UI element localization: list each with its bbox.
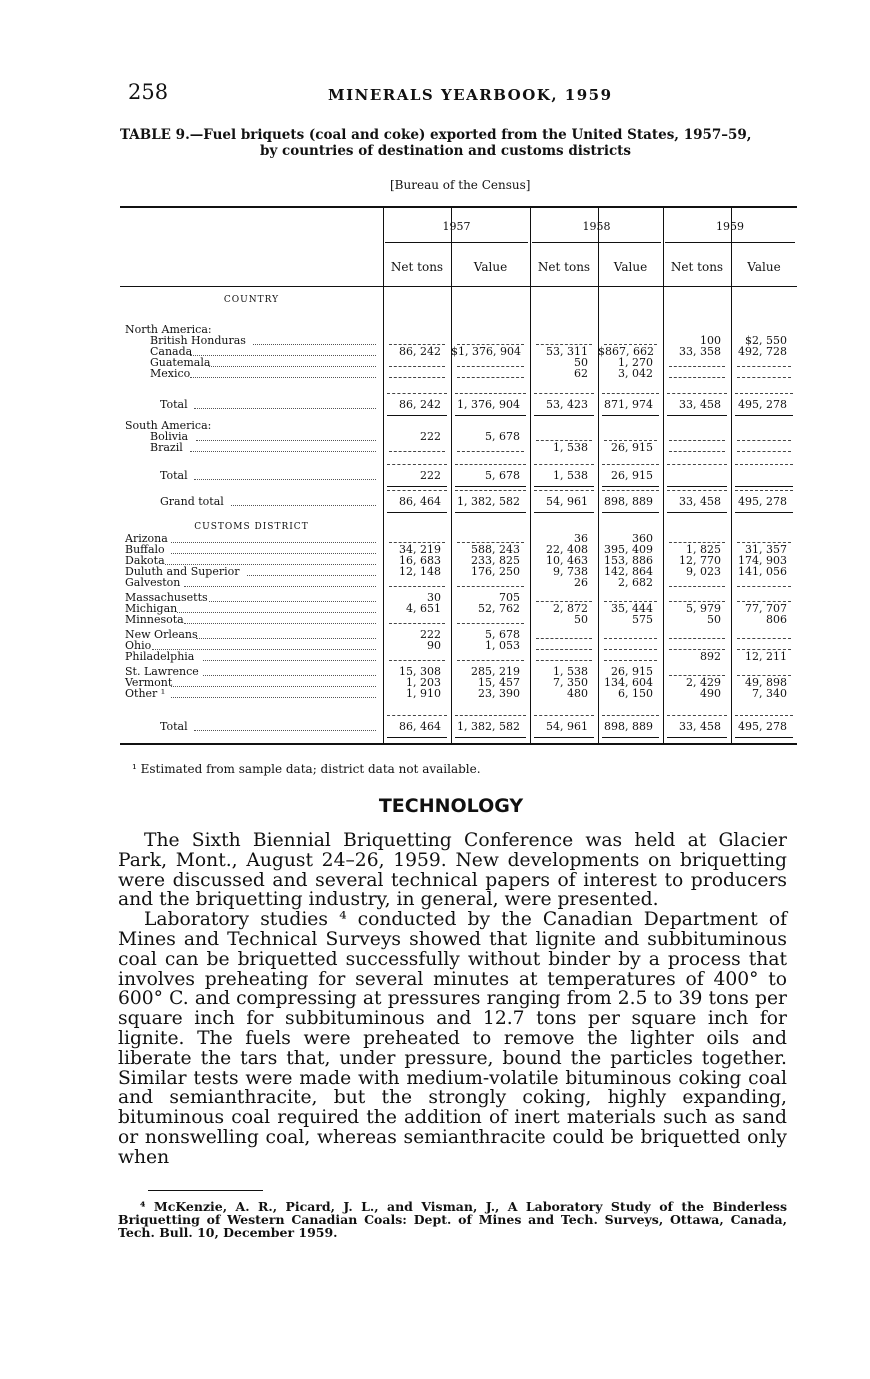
- empty-cell-dashes: [536, 638, 592, 639]
- empty-cell-dashes: [457, 623, 524, 624]
- paragraph: The Sixth Biennial Briquetting Conference was held at Glacier Park, Mont., August 24–26, 1959. New developments on briquetting were discussed and several technical papers of interest to producers and the briquetting industry, in general, were presented.: [118, 830, 787, 911]
- total-double-rule: [667, 512, 727, 513]
- row-label: Arizona: [125, 532, 168, 545]
- table-cell: 1, 538: [553, 441, 588, 454]
- empty-cell-dashes: [669, 638, 725, 639]
- subhead: Net tons: [670, 260, 724, 274]
- table-cell: 575: [632, 613, 653, 626]
- row-label: Total: [160, 469, 188, 482]
- table-cell: 1, 053: [485, 639, 520, 652]
- empty-cell-dashes: [457, 586, 524, 587]
- table-cell: 30: [427, 591, 441, 604]
- row-label: Massachusetts: [125, 591, 208, 604]
- table-cell: 1, 538: [553, 665, 588, 678]
- total-rule: [387, 464, 447, 465]
- paragraph: Laboratory studies ⁴ conducted by the Canadian Department of Mines and Technical Surveys showed that lignite and subbituminous coal can be briquetted successfully without binder by a process that involves preheating for several minutes at temperatures of 400° to 600° C. and compressing at pressures ranging from 2.5 to 39 tons per square inch for subbituminous and 12.7 tons per square inch for lignite. The fuels were preheated to remove the lighter oils and liberate the tars that, under pressure, bound the particles together. Similar tests were made with medium-volatile bituminous coking coal and semianthracite, but the strongly coking, highly expanding, bituminous coal required the addition of inert materials such as sand or nonswelling coal, whereas semianthracite could be briquetted only when: [118, 909, 787, 1168]
- table-cell: 5, 979: [686, 602, 721, 615]
- total-double-rule: [387, 486, 447, 487]
- row-label: Bolivia: [150, 430, 189, 443]
- table-cell: 10, 463: [546, 554, 588, 567]
- table-cell: 33, 458: [679, 398, 721, 411]
- dot-leader: [184, 623, 376, 624]
- total-double-rule: [534, 486, 594, 487]
- empty-cell-dashes: [389, 623, 445, 624]
- header-rule: [120, 286, 797, 287]
- table-cell: 360: [632, 532, 653, 545]
- column-rule: [663, 208, 664, 743]
- total-double-rule: [455, 512, 526, 513]
- total-double-rule: [735, 486, 793, 487]
- empty-cell-dashes: [737, 638, 791, 639]
- year-header: 1957: [442, 220, 471, 233]
- table-cell: 86, 242: [399, 398, 441, 411]
- table-cell: 31, 357: [745, 543, 787, 556]
- total-double-rule: [735, 737, 793, 738]
- table-cell: 49, 898: [745, 676, 787, 689]
- table-cell: 54, 961: [546, 720, 588, 733]
- table-cell: 395, 409: [604, 543, 653, 556]
- dot-leader: [231, 505, 376, 506]
- total-rule: [534, 490, 594, 491]
- table-title: [120, 127, 800, 159]
- row-label: Other ¹: [125, 687, 166, 700]
- table-cell: 1, 538: [553, 469, 588, 482]
- table-cell: 892: [700, 650, 721, 663]
- table-title-line-2: by countries of destination and customs districts: [260, 143, 632, 159]
- row-label: Dakota: [125, 554, 165, 567]
- table-cell: 35, 444: [611, 602, 653, 615]
- empty-cell-dashes: [737, 586, 791, 587]
- total-rule: [534, 715, 594, 716]
- table-cell: 5, 678: [485, 628, 520, 641]
- subhead: Net tons: [537, 260, 591, 274]
- dot-leader: [190, 355, 376, 356]
- table-cell: 50: [574, 356, 588, 369]
- table-cell: 5, 678: [485, 430, 520, 443]
- empty-cell-dashes: [669, 440, 725, 441]
- table-cell: 898, 889: [604, 720, 653, 733]
- dot-leader: [177, 612, 376, 613]
- table-cell: 33, 458: [679, 495, 721, 508]
- empty-cell-dashes: [737, 440, 791, 441]
- table-cell: 898, 889: [604, 495, 653, 508]
- empty-cell-dashes: [737, 451, 791, 452]
- table-cell: $2, 550: [745, 334, 787, 347]
- table-cell: 1, 382, 582: [457, 720, 520, 733]
- total-rule: [455, 464, 526, 465]
- table-cell: 233, 825: [471, 554, 520, 567]
- row-label: British Honduras: [150, 334, 246, 347]
- table-cell: 6, 150: [618, 687, 653, 700]
- table-cell: 222: [420, 469, 441, 482]
- total-double-rule: [735, 512, 793, 513]
- table-cell: 285, 219: [471, 665, 520, 678]
- empty-cell-dashes: [737, 366, 791, 367]
- dot-leader: [196, 440, 376, 441]
- total-rule: [387, 490, 447, 491]
- year-underline: [665, 242, 795, 243]
- total-rule: [667, 490, 727, 491]
- total-double-rule: [534, 737, 594, 738]
- dot-leader: [190, 451, 376, 452]
- dot-leader: [194, 408, 377, 409]
- table-cell: 12, 211: [745, 650, 787, 663]
- row-label: Michigan: [125, 602, 178, 615]
- table-cell: 34, 219: [399, 543, 441, 556]
- total-double-rule: [667, 486, 727, 487]
- table-cell: 53, 423: [546, 398, 588, 411]
- empty-cell-dashes: [536, 649, 592, 650]
- dot-leader: [171, 553, 376, 554]
- table-cell: 1, 203: [406, 676, 441, 689]
- table-cell: 86, 242: [399, 345, 441, 358]
- total-double-rule: [534, 512, 594, 513]
- year-header: 1959: [716, 220, 744, 233]
- table-title-line-1: TABLE 9.—Fuel briquets (coal and coke) exported from the United States, 1957–59,: [120, 127, 752, 143]
- empty-cell-dashes: [457, 377, 524, 378]
- dot-leader: [190, 377, 376, 378]
- table-cell: 2, 429: [686, 676, 721, 689]
- table-cell: 871, 974: [604, 398, 653, 411]
- total-rule: [534, 393, 594, 394]
- total-rule: [387, 393, 447, 394]
- row-label: New Orleans: [125, 628, 198, 641]
- total-double-rule: [667, 737, 727, 738]
- total-double-rule: [455, 486, 526, 487]
- footnote-rule: [148, 1190, 263, 1191]
- total-rule: [602, 464, 659, 465]
- dot-leader: [209, 366, 376, 367]
- empty-cell-dashes: [669, 451, 725, 452]
- empty-cell-dashes: [604, 649, 657, 650]
- section-heading: TECHNOLOGY: [378, 795, 524, 817]
- table-cell: 222: [420, 430, 441, 443]
- table-cell: 1, 382, 582: [457, 495, 520, 508]
- empty-cell-dashes: [737, 377, 791, 378]
- empty-cell-dashes: [389, 586, 445, 587]
- table-cell: 16, 683: [399, 554, 441, 567]
- table-cell: 15, 457: [478, 676, 520, 689]
- year-underline: [385, 242, 528, 243]
- table-cell: 50: [574, 613, 588, 626]
- subhead: Value: [747, 260, 781, 274]
- table-cell: 54, 961: [546, 495, 588, 508]
- table-cell: 7, 350: [553, 676, 588, 689]
- dot-leader: [247, 575, 376, 576]
- total-rule: [735, 715, 793, 716]
- table-cell: 2, 682: [618, 576, 653, 589]
- total-double-rule: [387, 512, 447, 513]
- total-rule: [667, 715, 727, 716]
- subhead: Net tons: [390, 260, 444, 274]
- table-cell: $867, 662: [598, 345, 654, 358]
- table-cell: 5, 678: [485, 469, 520, 482]
- table-cell: 588, 243: [471, 543, 520, 556]
- page-number: 258: [128, 80, 169, 104]
- row-label: Buffalo: [125, 543, 165, 556]
- row-label: South America:: [125, 419, 212, 432]
- total-rule: [455, 393, 526, 394]
- total-rule: [667, 393, 727, 394]
- total-double-rule: [387, 737, 447, 738]
- total-rule: [602, 715, 659, 716]
- row-label: Galveston: [125, 576, 181, 589]
- table-cell: 806: [766, 613, 787, 626]
- row-label: St. Lawrence: [125, 665, 199, 678]
- table-cell: 26, 915: [611, 441, 653, 454]
- table-cell: 4, 651: [406, 602, 441, 615]
- dot-leader: [194, 730, 377, 731]
- table-source: [Bureau of the Census]: [390, 178, 531, 192]
- empty-cell-dashes: [389, 366, 445, 367]
- table-cell: 490: [700, 687, 721, 700]
- total-double-rule: [735, 415, 793, 416]
- row-label: Brazil: [150, 441, 183, 454]
- year-underline: [532, 242, 661, 243]
- row-label: Duluth and Superior: [125, 565, 240, 578]
- table-cell: 26, 915: [611, 665, 653, 678]
- table-cell: 495, 278: [738, 720, 787, 733]
- country-head: COUNTRY: [223, 295, 280, 305]
- dot-leader: [171, 686, 376, 687]
- total-rule: [534, 464, 594, 465]
- table-cell: 2, 872: [553, 602, 588, 615]
- empty-cell-dashes: [457, 660, 524, 661]
- table-cell: 492, 728: [738, 345, 787, 358]
- dot-leader: [203, 660, 376, 661]
- total-double-rule: [455, 415, 526, 416]
- dot-leader: [196, 638, 376, 639]
- table-cell: 141, 056: [738, 565, 787, 578]
- empty-cell-dashes: [669, 377, 725, 378]
- table-cell: 9, 738: [553, 565, 588, 578]
- empty-cell-dashes: [389, 451, 445, 452]
- table-bottom-rule: [120, 743, 797, 745]
- dot-leader: [194, 479, 377, 480]
- table-cell: 1, 376, 904: [457, 398, 520, 411]
- total-rule: [602, 490, 659, 491]
- dot-leader: [253, 344, 376, 345]
- dot-leader: [171, 542, 376, 543]
- table-cell: 100: [700, 334, 721, 347]
- table-cell: 62: [574, 367, 588, 380]
- table-cell: 33, 458: [679, 720, 721, 733]
- total-rule: [602, 393, 659, 394]
- table-cell: 22, 408: [546, 543, 588, 556]
- table-cell: 1, 270: [618, 356, 653, 369]
- table-cell: 134, 604: [604, 676, 653, 689]
- row-label: North America:: [125, 323, 212, 336]
- empty-cell-dashes: [669, 366, 725, 367]
- total-rule: [455, 490, 526, 491]
- table-cell: 495, 278: [738, 398, 787, 411]
- dot-leader: [171, 697, 376, 698]
- table-cell: 9, 023: [686, 565, 721, 578]
- customs-head: CUSTOMS DISTRICT: [194, 522, 309, 532]
- total-rule: [455, 715, 526, 716]
- table-cell: 86, 464: [399, 720, 441, 733]
- empty-cell-dashes: [389, 377, 445, 378]
- total-rule: [735, 393, 793, 394]
- table-cell: 3, 042: [618, 367, 653, 380]
- table-cell: $1, 376, 904: [451, 345, 521, 358]
- row-label: Philadelphia: [125, 650, 195, 663]
- table-cell: 1, 825: [686, 543, 721, 556]
- page-footnote: ⁴ McKenzie, A. R., Picard, J. L., and Visman, J., A Laboratory Study of the Binderless Briquetting of Western Canadian Coals: Dept. of Mines and Tech. Surveys, Ottawa, Canada, Tech. Bull. 10, December 1959.: [118, 1199, 787, 1240]
- table-cell: 1, 910: [406, 687, 441, 700]
- empty-cell-dashes: [389, 660, 445, 661]
- table-footnote: ¹ Estimated from sample data; district data not available.: [132, 762, 481, 776]
- table-cell: 50: [707, 613, 721, 626]
- row-label: Minnesota: [125, 613, 184, 626]
- table-cell: 705: [499, 591, 520, 604]
- total-double-rule: [602, 415, 659, 416]
- total-rule: [667, 464, 727, 465]
- row-label: Ohio: [125, 639, 152, 652]
- empty-cell-dashes: [457, 451, 524, 452]
- total-rule: [735, 490, 793, 491]
- empty-cell-dashes: [457, 366, 524, 367]
- table-cell: 36: [574, 532, 588, 545]
- row-label: Canada: [150, 345, 193, 358]
- table-cell: 77, 707: [745, 602, 787, 615]
- running-title: MINERALS YEARBOOK, 1959: [328, 86, 613, 104]
- total-rule: [735, 464, 793, 465]
- total-double-rule: [387, 415, 447, 416]
- table-cell: 23, 390: [478, 687, 520, 700]
- table-cell: 26, 915: [611, 469, 653, 482]
- table-cell: 142, 864: [604, 565, 653, 578]
- row-label: Guatemala: [150, 356, 211, 369]
- table-cell: 53, 311: [546, 345, 588, 358]
- table-cell: 90: [427, 639, 441, 652]
- table-cell: 153, 886: [604, 554, 653, 567]
- empty-cell-dashes: [536, 660, 592, 661]
- subhead: Value: [473, 260, 508, 274]
- row-label: Grand total: [160, 495, 224, 508]
- row-label: Total: [160, 398, 188, 411]
- table-cell: 12, 148: [399, 565, 441, 578]
- total-double-rule: [534, 415, 594, 416]
- row-label: Total: [160, 720, 188, 733]
- dot-leader: [184, 586, 376, 587]
- year-header: 1958: [582, 220, 611, 233]
- row-label: Mexico: [150, 367, 191, 380]
- empty-cell-dashes: [669, 586, 725, 587]
- table-cell: 495, 278: [738, 495, 787, 508]
- table-cell: 52, 762: [478, 602, 520, 615]
- total-double-rule: [667, 415, 727, 416]
- table-cell: 86, 464: [399, 495, 441, 508]
- total-double-rule: [602, 737, 659, 738]
- table-cell: 176, 250: [471, 565, 520, 578]
- table-cell: 480: [567, 687, 588, 700]
- empty-cell-dashes: [604, 660, 657, 661]
- dot-leader: [203, 675, 376, 676]
- table-cell: 12, 770: [679, 554, 721, 567]
- table-cell: 7, 340: [752, 687, 787, 700]
- table-cell: 222: [420, 628, 441, 641]
- total-double-rule: [602, 486, 659, 487]
- subhead: Value: [613, 260, 648, 274]
- total-double-rule: [455, 737, 526, 738]
- table-top-rule: [120, 206, 797, 208]
- table-cell: 15, 308: [399, 665, 441, 678]
- total-rule: [387, 715, 447, 716]
- empty-cell-dashes: [604, 638, 657, 639]
- column-rule: [731, 208, 732, 743]
- dot-leader: [209, 601, 376, 602]
- body-text: [118, 831, 787, 1168]
- table-cell: 26: [574, 576, 588, 589]
- table-cell: 174, 903: [738, 554, 787, 567]
- row-label: Vermont: [125, 676, 173, 689]
- table-cell: 33, 358: [679, 345, 721, 358]
- total-double-rule: [602, 512, 659, 513]
